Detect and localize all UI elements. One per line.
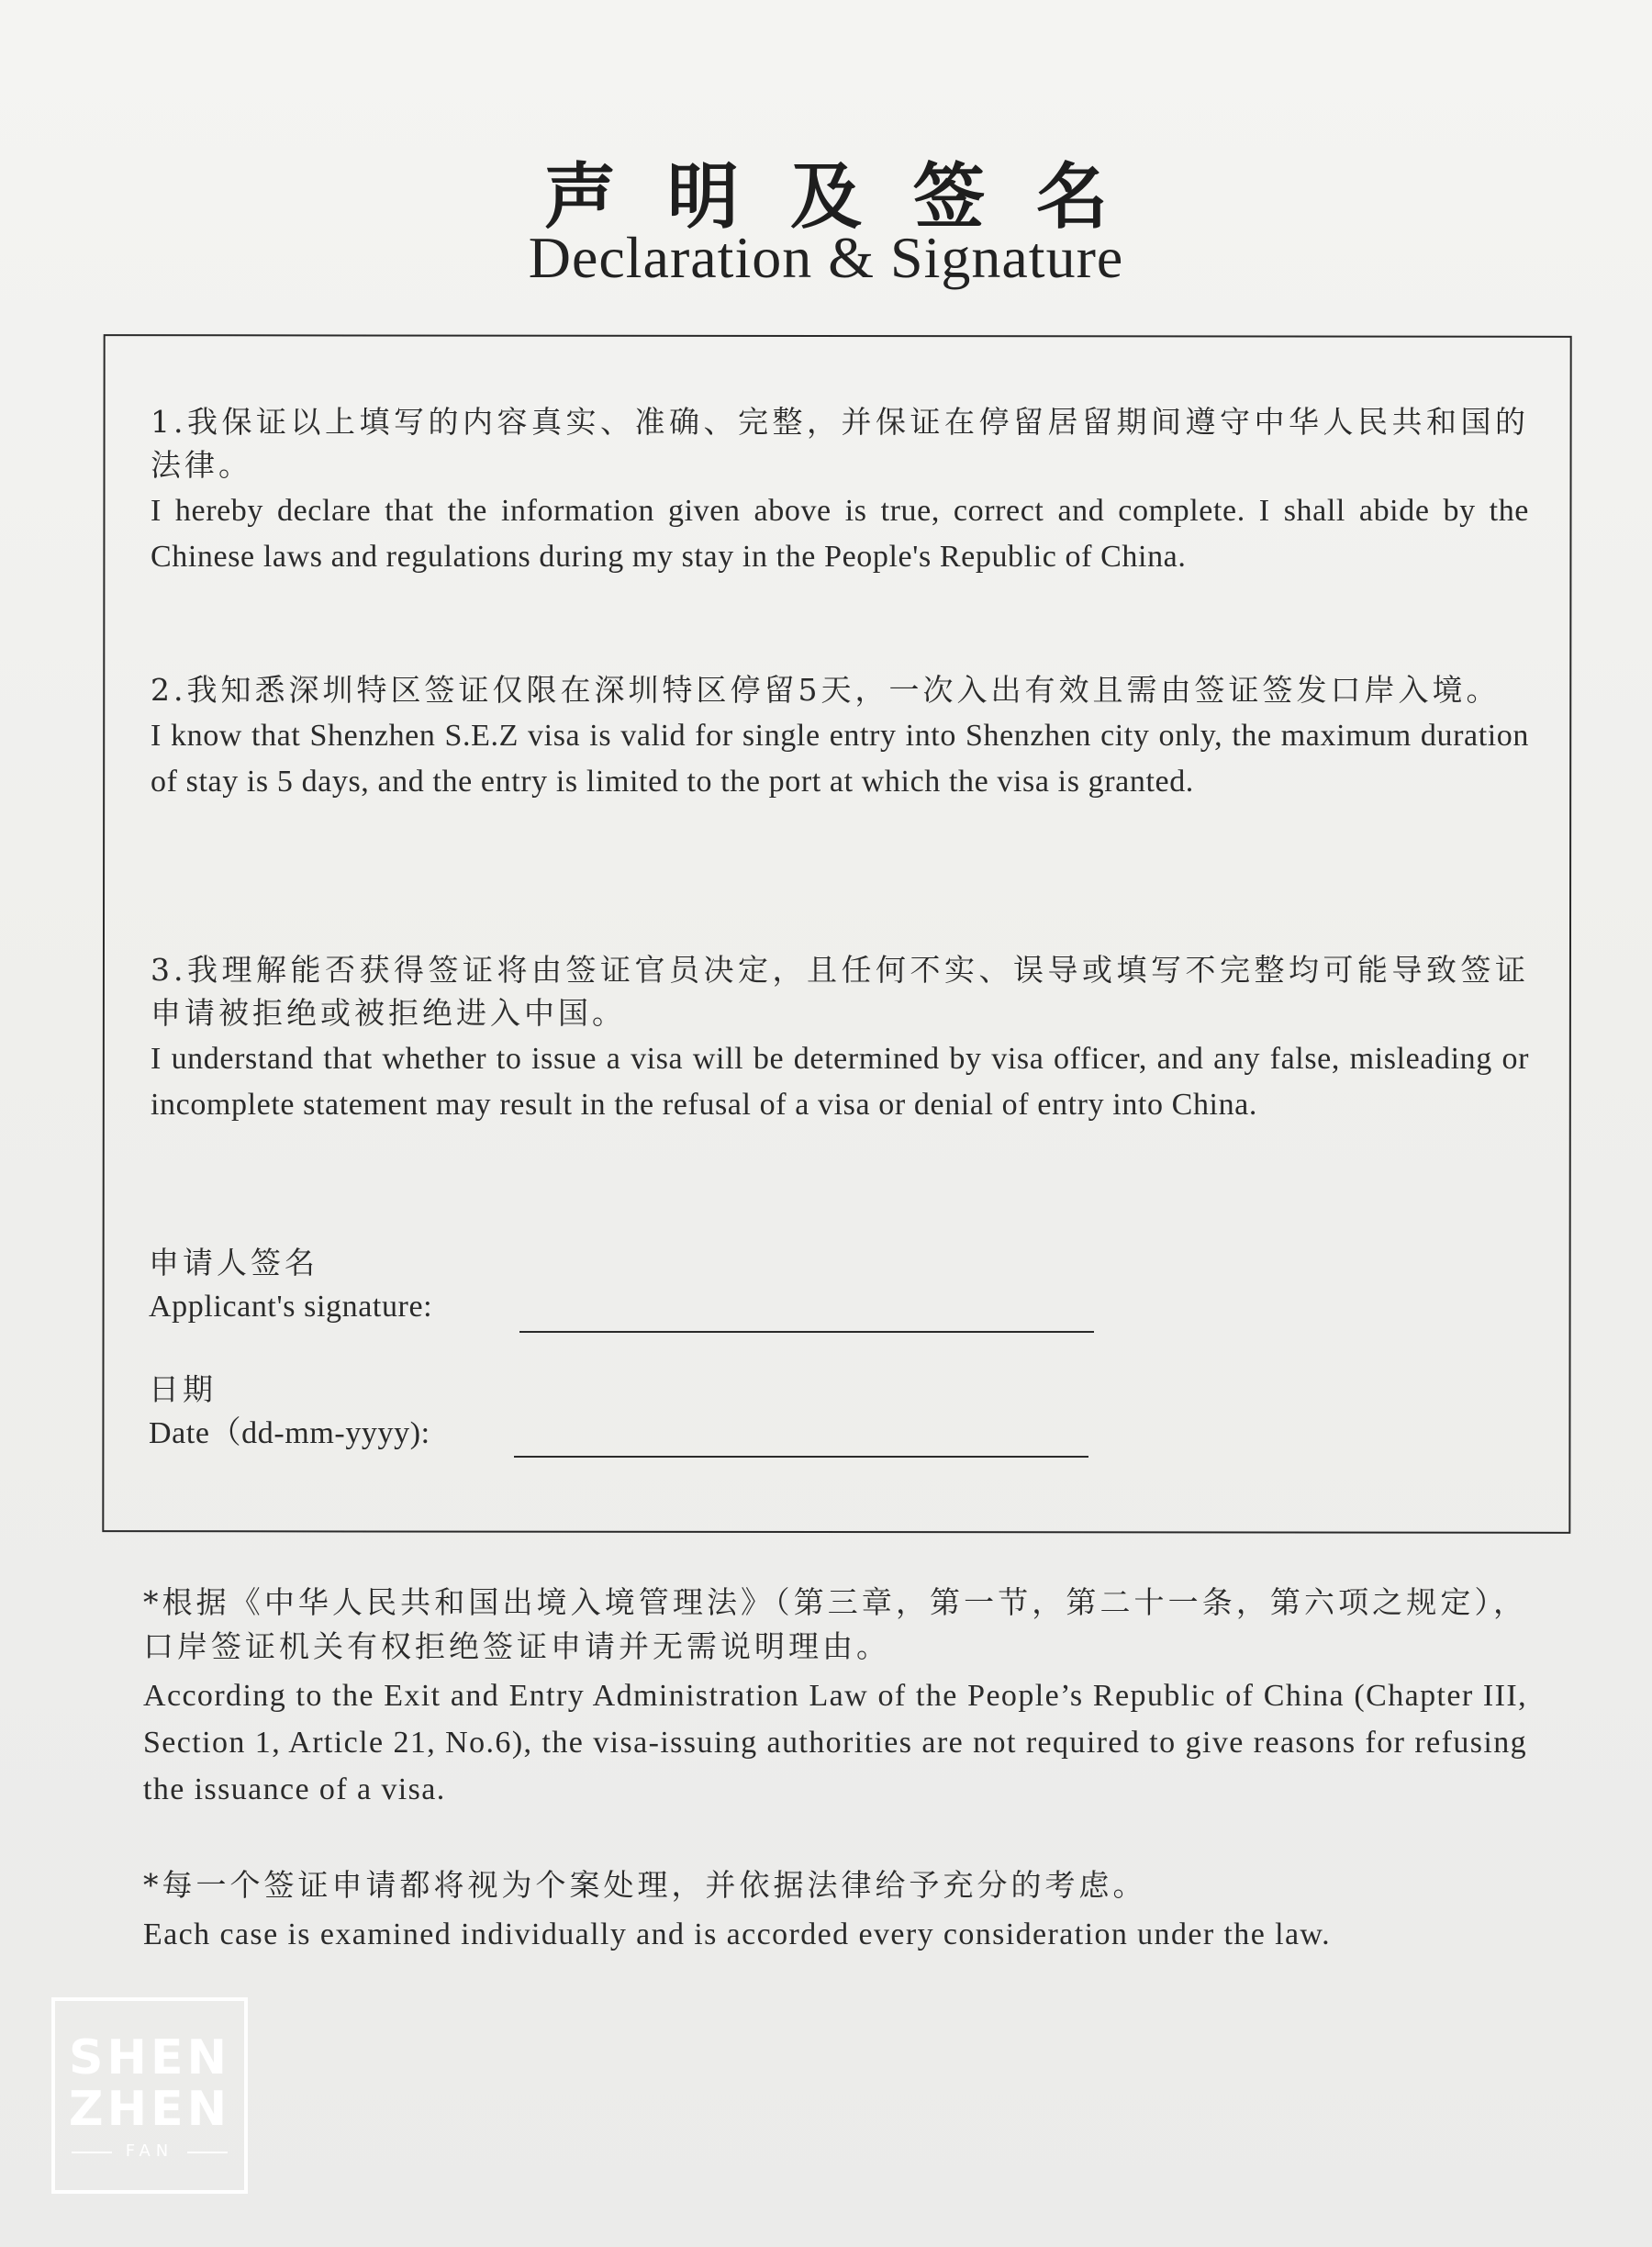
clause-1-cn: 1.我保证以上填写的内容真实、准确、完整，并保证在停留居留期间遵守中华人民共和国的法律。 [151, 404, 1529, 483]
clause-1 [151, 400, 1529, 580]
date-label-en: Date（dd-mm-yyyy): [149, 1416, 430, 1450]
logo-bar-right [187, 2152, 228, 2153]
logo-text-line3: FAN [125, 2141, 174, 2161]
note-2-cn: *每一个签证申请都将视为个案处理，并依据法律给予充分的考虑。 [143, 1867, 1147, 1903]
signature-label-cn: 申请人签名 [149, 1245, 318, 1280]
date-label-cn: 日期 [149, 1371, 217, 1407]
clause-3-cn: 3.我理解能否获得签证将由签证官员决定，且任何不实、误导或填写不完整均可能导致签证申请被拒绝或被拒绝进入中国。 [151, 952, 1529, 1031]
page-title-cn: 声明及签名 [543, 155, 1159, 239]
shenzhen-fan-logo [51, 1997, 248, 2194]
note-1-cn: *根据《中华人民共和国出境入境管理法》（第三章，第一节，第二十一条，第六项之规定），口岸签证机关有权拒绝签证申请并无需说明理由。 [143, 1584, 1527, 1664]
clause-3-en: I understand that whether to issue a visa will be determined by visa officer, and any false, misleading or incomplete statement may result in the refusal of a visa or denial of entry into China. [151, 1042, 1529, 1122]
note-1 [143, 1581, 1527, 1813]
date-line[interactable] [514, 1456, 1088, 1458]
clause-2 [151, 668, 1529, 805]
signature-field [149, 1241, 1158, 1329]
clause-2-en: I know that Shenzhen S.E.Z visa is valid for single entry into Shenzhen city only, the maximum duration of stay is 5 days, and the entry is limited to the port at which the visa is granted. [151, 719, 1529, 799]
clause-2-cn: 2.我知悉深圳特区签证仅限在深圳特区停留5天，一次入出有效且需由签证签发口岸入境。 [151, 672, 1501, 708]
note-2 [143, 1863, 1527, 1958]
date-field [149, 1368, 1158, 1456]
signature-label-en: Applicant's signature: [149, 1290, 433, 1324]
signature-line[interactable] [519, 1331, 1094, 1333]
clause-1-en: I hereby declare that the information given above is true, correct and complete. I shall abide by the Chinese laws and regulations during my stay in the People's Republic of China. [151, 494, 1529, 574]
logo-text-line2: ZHEN [68, 2082, 231, 2137]
clause-3 [151, 948, 1529, 1128]
note-2-en: Each case is examined individually and is accorded every consideration under the law. [143, 1917, 1332, 1951]
note-1-en: According to the Exit and Entry Administration Law of the People’s Republic of China (Chapter III, Section 1, Article 21, No.6), the visa-issuing authorities are not required to give reasons for refusing the issuance of a visa. [143, 1679, 1527, 1806]
logo-text-line1: SHEN [68, 2030, 230, 2085]
page-title-en: Declaration & Signature [528, 225, 1124, 290]
